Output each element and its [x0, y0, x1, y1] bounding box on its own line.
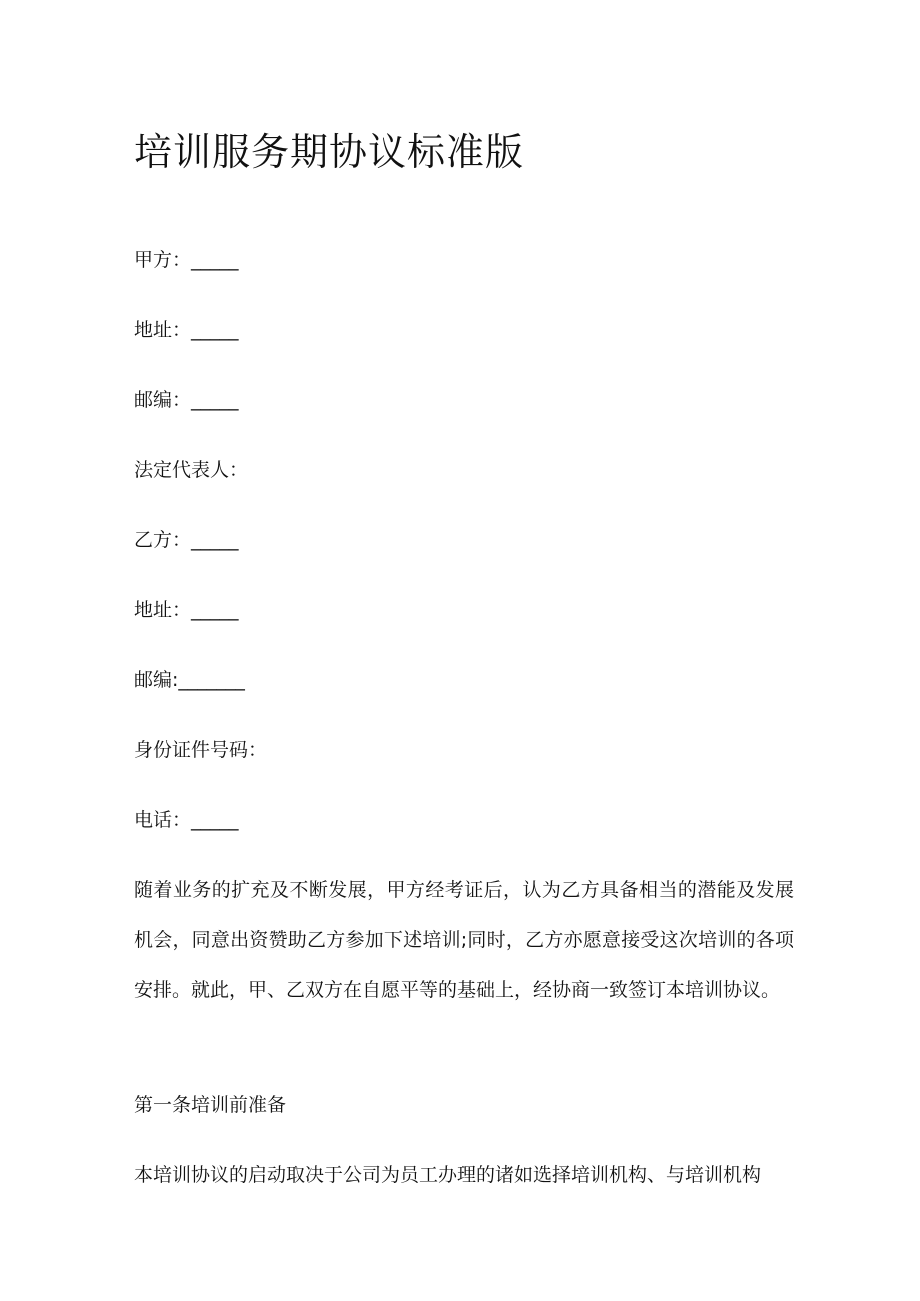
field-party-b-postcode: 邮编:_______ [134, 669, 245, 691]
field-party-a-postcode: 邮编：_____ [134, 389, 239, 411]
field-party-b-address: 地址：_____ [134, 599, 239, 621]
section-1-heading: 第一条培训前准备 [134, 1094, 287, 1116]
field-phone: 电话：_____ [134, 809, 239, 831]
field-id-number: 身份证件号码： [134, 739, 268, 761]
document-title: 培训服务期协议标准版 [134, 130, 525, 174]
field-party-a: 甲方：_____ [134, 249, 239, 271]
field-legal-representative: 法定代表人： [134, 459, 249, 481]
intro-paragraph: 随着业务的扩充及不断发展，甲方经考证后，认为乙方具备相当的潜能及发展机会，同意出资赞助乙方参加下述培训;同时，乙方亦愿意接受这次培训的各项安排。就此，甲、乙双方在自愿平等的基础上，经协商一致签订本培训协议。 [134, 879, 794, 1001]
field-party-a-address: 地址：_____ [134, 319, 239, 341]
section-1-paragraph: 本培训协议的启动取决于公司为员工办理的诸如选择培训机构、与培训机构 [134, 1164, 762, 1186]
field-party-b: 乙方：_____ [134, 529, 239, 551]
